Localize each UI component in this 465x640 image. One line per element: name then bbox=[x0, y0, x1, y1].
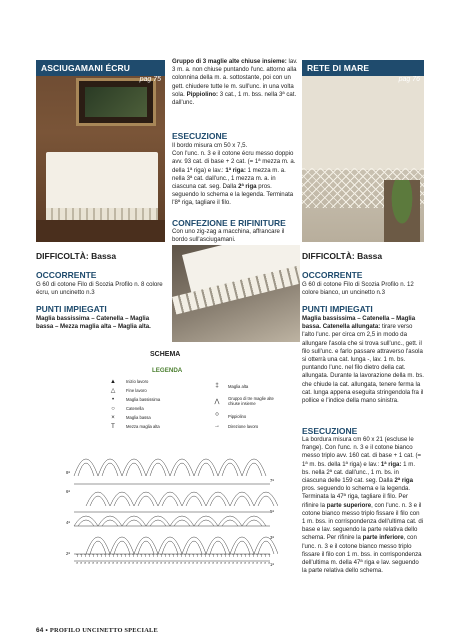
right-esec-p2e: pros. seguendo lo schema e la legenda. Terminata la 47ª riga, tagliare il filo. Per rifinire la bbox=[302, 485, 411, 509]
stitch-mark: × bbox=[256, 560, 259, 565]
stitch-mark: T bbox=[128, 553, 131, 558]
stitch-mark: × bbox=[212, 560, 215, 565]
stitch-mark: × bbox=[228, 560, 231, 565]
stitch-mark: T bbox=[268, 553, 271, 558]
legend-item bbox=[108, 413, 188, 422]
right-esec-bottom: parte inferiore bbox=[362, 534, 404, 542]
stitch-mark: T bbox=[160, 553, 163, 558]
stitch-mark: × bbox=[236, 560, 239, 565]
right-esec-p2i: , con l'unc. n. 3 e il cotone bianco messo triplo fissare il filo con 1 m. bss. in corrispondenza dell'ultima m. della 47ª riga e lav. seguendo la parte relativa dello schema. bbox=[302, 534, 422, 575]
stitch-mark: T bbox=[92, 553, 95, 558]
stitch-mark: × bbox=[92, 560, 95, 565]
stitch-mark: × bbox=[144, 560, 147, 565]
left-punti-text: Maglia bassissima – Catenella – Maglia bassa – Mezza maglia alta – Maglia alta. bbox=[36, 315, 151, 331]
legend-label: Catenella bbox=[126, 406, 144, 411]
stitch-mark: × bbox=[188, 560, 191, 565]
chain-arches bbox=[74, 459, 278, 554]
catenella-bold: Catenella allungata: bbox=[322, 323, 381, 331]
stitch-mark: × bbox=[84, 560, 87, 565]
chain-arch bbox=[182, 537, 206, 554]
page-footer bbox=[36, 627, 158, 634]
row-label-3: 3ª bbox=[270, 535, 274, 540]
chain-arch-inner bbox=[174, 520, 190, 526]
legend-item bbox=[108, 404, 188, 413]
stitch-mark: T bbox=[84, 553, 87, 558]
stitch-mark: T bbox=[224, 553, 227, 558]
chain-arch bbox=[206, 492, 230, 506]
chart-grid bbox=[74, 484, 270, 561]
stitch-mark: T bbox=[132, 553, 135, 558]
stitch-mark: × bbox=[108, 560, 111, 565]
stitch-mark: T bbox=[80, 553, 83, 558]
chain-arch-inner bbox=[222, 520, 238, 526]
stitch-mark: × bbox=[216, 560, 219, 565]
chain-arch bbox=[218, 459, 242, 476]
left-punti-title: PUNTI IMPIEGATI bbox=[36, 304, 107, 314]
stitch-mark: T bbox=[260, 553, 263, 558]
left-title-band bbox=[36, 60, 165, 83]
legend-item bbox=[212, 391, 292, 411]
chain-arch-inner bbox=[198, 520, 214, 526]
row-label-7: 7ª bbox=[270, 478, 274, 483]
legend-item bbox=[212, 421, 292, 431]
stitch-mark: T bbox=[204, 553, 207, 558]
stitch-mark: × bbox=[160, 560, 163, 565]
slip-stitch-icon: • bbox=[111, 396, 115, 403]
stitch-mark: T bbox=[100, 553, 103, 558]
row-label-1: 1ª bbox=[270, 562, 274, 567]
chain-arch bbox=[86, 537, 110, 554]
stitch-mark: × bbox=[104, 560, 107, 565]
right-esec-p2c: 1 m. bs. nella 2ª cat. dall'unc., 1 m. bs. in ciascuna delle 159 cat. seg. Dalla bbox=[302, 460, 416, 485]
group-text: lav. 3 m. a. non chiuse puntando l'unc. attorno alla colonnina della m. a. sottostante, poi con un gett. chiudere tutte le m. sull'unc. in una volta sola. bbox=[172, 58, 298, 98]
start-icon: ▲ bbox=[110, 378, 116, 385]
right-esec-top: parte superiore bbox=[326, 501, 372, 509]
middle-conf-text: Con uno zig-zag a macchina, affrancare il bordo sull'asciugamani. bbox=[172, 228, 285, 244]
stitch-mark: T bbox=[120, 553, 123, 558]
right-occorrente-text: G 60 di cotone Filo di Scozia Profilo n. 12 colore bianco, un uncinetto n.3 bbox=[302, 281, 414, 297]
chain-arch bbox=[206, 537, 230, 554]
stitch-mark: T bbox=[248, 553, 251, 558]
stitch-mark: T bbox=[148, 553, 151, 558]
stitch-mark: T bbox=[252, 553, 255, 558]
stitch-mark: T bbox=[136, 553, 139, 558]
chain-arch-inner bbox=[150, 520, 166, 526]
pippiolino-text: 3 cat., 1 m. bss. nella 3ª cat. dall'unc. bbox=[172, 90, 297, 107]
stitch-mark: T bbox=[96, 553, 99, 558]
chain-arch-inner bbox=[150, 463, 166, 476]
chain-arch bbox=[158, 537, 182, 554]
stitch-mark: T bbox=[104, 553, 107, 558]
chain-arch-inner bbox=[234, 496, 250, 506]
legend-right-list bbox=[212, 381, 292, 431]
left-difficulty: DIFFICOLTÀ: Bassa bbox=[36, 251, 117, 261]
stitch-mark: × bbox=[244, 560, 247, 565]
stitch-mark: T bbox=[164, 553, 167, 558]
stitch-mark: × bbox=[268, 560, 271, 565]
stitch-mark: T bbox=[208, 553, 211, 558]
stitch-mark: T bbox=[192, 553, 195, 558]
stitch-mark: × bbox=[240, 560, 243, 565]
legend-left-list bbox=[108, 377, 188, 431]
esec-p2: Con l'unc. n. 3 e il cotone écru messo doppio avv. 93 cat. di base + 2 cat. (= 1ª mezza m. a. della 1ª riga) e lav.: bbox=[172, 150, 296, 174]
chain-arch bbox=[98, 459, 122, 476]
stitch-mark: T bbox=[144, 553, 147, 558]
middle-esec-title: ESECUZIONE bbox=[172, 131, 228, 141]
stitch-mark: T bbox=[216, 553, 219, 558]
chain-arch bbox=[254, 492, 278, 506]
stitch-mark: × bbox=[168, 560, 171, 565]
chain-icon: ○ bbox=[111, 405, 115, 412]
stitch-mark: × bbox=[260, 560, 263, 565]
esec-row2: 2ª riga bbox=[238, 183, 257, 191]
chain-arch-inner bbox=[114, 496, 130, 506]
legend-item bbox=[108, 386, 188, 395]
right-punti-stitches: Maglia bassissima – Catenella – Maglia bassa. bbox=[302, 315, 416, 331]
legend-label: Maglia alta bbox=[228, 383, 249, 389]
esec-p1: Il bordo misura cm 50 x 7,5. bbox=[172, 142, 248, 149]
stitch-mark: × bbox=[76, 560, 79, 565]
chain-arch bbox=[146, 459, 170, 476]
esec-row1: 1ª riga: bbox=[225, 166, 246, 174]
right-title: RETE DI MARE bbox=[302, 60, 424, 76]
row-label-6: 6ª bbox=[66, 489, 70, 494]
row-label-5: 5ª bbox=[270, 509, 274, 514]
stitch-mark: T bbox=[112, 553, 115, 558]
stitch-mark: × bbox=[88, 560, 91, 565]
stitch-mark: × bbox=[172, 560, 175, 565]
right-page-ref: pag 76 bbox=[398, 76, 420, 83]
stitch-mark: × bbox=[180, 560, 183, 565]
chain-arch-inner bbox=[102, 520, 118, 526]
stitch-mark: × bbox=[128, 560, 131, 565]
lace-detail-photo bbox=[172, 245, 300, 342]
chain-arch bbox=[122, 516, 146, 526]
legend-label: Pippiolino bbox=[228, 413, 247, 419]
chain-arch bbox=[230, 492, 254, 506]
cluster-icon: ⋀ bbox=[214, 398, 220, 405]
middle-intro bbox=[172, 58, 300, 107]
chain-arch-inner bbox=[210, 496, 226, 506]
legend-item bbox=[108, 395, 188, 404]
legend-item bbox=[212, 381, 292, 391]
legend-label: Fine lavoro bbox=[126, 388, 147, 393]
stitch-mark: × bbox=[100, 560, 103, 565]
stitch-mark: × bbox=[208, 560, 211, 565]
chain-arch bbox=[242, 459, 266, 476]
stitch-mark: × bbox=[152, 560, 155, 565]
chain-arch bbox=[242, 516, 266, 526]
stitch-mark: × bbox=[80, 560, 83, 565]
stitch-mark: × bbox=[96, 560, 99, 565]
right-title-band bbox=[302, 60, 424, 83]
stitch-mark: T bbox=[108, 553, 111, 558]
chain-arch bbox=[170, 459, 194, 476]
legend-item bbox=[108, 422, 188, 431]
stitch-mark: × bbox=[264, 560, 267, 565]
stitch-mark: × bbox=[132, 560, 135, 565]
stitch-mark: × bbox=[252, 560, 255, 565]
chain-arch-inner bbox=[162, 496, 178, 506]
chain-arch bbox=[254, 537, 278, 554]
right-punti-title: PUNTI IMPIEGATI bbox=[302, 304, 373, 314]
row-label-2: 2ª bbox=[66, 551, 70, 556]
right-difficulty: DIFFICOLTÀ: Bassa bbox=[302, 251, 383, 261]
chain-arch-inner bbox=[222, 463, 238, 476]
middle-esec-text bbox=[172, 142, 300, 208]
stitch-mark: T bbox=[220, 553, 223, 558]
chain-arch bbox=[98, 516, 122, 526]
left-occorrente-text: G 60 di cotone Filo di Scozia Profilo n. 8 colore écru, un uncinetto n.3 bbox=[36, 281, 163, 297]
right-punti-text bbox=[302, 315, 424, 405]
page-number: 64 bbox=[36, 627, 44, 634]
left-page-ref: pag 75 bbox=[139, 76, 161, 83]
stitch-marks bbox=[76, 553, 271, 565]
chain-arch bbox=[194, 516, 218, 526]
chain-arch-inner bbox=[78, 520, 94, 526]
stitch-mark: × bbox=[136, 560, 139, 565]
crochet-chart bbox=[66, 446, 278, 566]
chain-arch-inner bbox=[126, 520, 142, 526]
picot-icon: ᴼ bbox=[215, 413, 219, 419]
stitch-mark: T bbox=[228, 553, 231, 558]
chain-arch-inner bbox=[78, 463, 94, 476]
chain-arch-inner bbox=[102, 463, 118, 476]
stitch-mark: T bbox=[176, 553, 179, 558]
towel-photo bbox=[36, 60, 165, 242]
chain-arch bbox=[122, 459, 146, 476]
stitch-mark: × bbox=[120, 560, 123, 565]
chain-arch bbox=[170, 516, 194, 526]
stitch-mark: × bbox=[116, 560, 119, 565]
double-crochet-icon: ‡ bbox=[215, 383, 219, 389]
left-occorrente-title: OCCORRENTE bbox=[36, 270, 97, 280]
chain-arch-inner bbox=[246, 463, 262, 476]
right-occorrente-title: OCCORRENTE bbox=[302, 270, 363, 280]
stitch-mark: T bbox=[184, 553, 187, 558]
stitch-mark: T bbox=[212, 553, 215, 558]
stitch-mark: × bbox=[184, 560, 187, 565]
chain-arch bbox=[182, 492, 206, 506]
legend-label: Mezza maglia alta bbox=[126, 424, 160, 429]
stitch-mark: T bbox=[196, 553, 199, 558]
right-esec-title: ESECUZIONE bbox=[302, 426, 358, 436]
catenella-text: tirare verso l'alto l'unc. per circa cm 2,5 in modo da allungare l'asola che si trova sull'unc., gett. il filo sull'unc. e farlo passare attraverso l'asola si otterrà una cat. lunga -, lav. 1 m. bs. puntando l'unc. nel filo dietro della cat. allungata. Durante la lavorazione della m. bs. che chiude la cat. allungata, tenere ferma la cat. lunga appena eseguita stringendola fra il pollice e l'indice della mano sinistra. bbox=[302, 323, 424, 405]
row-label-4: 4ª bbox=[66, 520, 70, 525]
group-bold: Gruppo di 3 maglie alte chiuse insieme: bbox=[172, 58, 287, 65]
right-esec-text bbox=[302, 436, 424, 575]
pippiolino-bold: Pippiolino: bbox=[186, 90, 219, 98]
plant-image bbox=[384, 180, 420, 242]
stitch-mark: × bbox=[204, 560, 207, 565]
framed-picture bbox=[76, 78, 156, 126]
chain-arch bbox=[110, 492, 134, 506]
stitch-mark: × bbox=[200, 560, 203, 565]
stitch-mark: T bbox=[152, 553, 155, 558]
stitch-mark: T bbox=[264, 553, 267, 558]
direction-arrow-icon: → bbox=[214, 423, 220, 429]
chain-arch-inner bbox=[174, 463, 190, 476]
stitch-mark: T bbox=[156, 553, 159, 558]
stitch-mark: T bbox=[200, 553, 203, 558]
legend-label: Maglia bassa bbox=[126, 415, 151, 420]
stitch-mark: × bbox=[176, 560, 179, 565]
chain-arch-inner bbox=[186, 496, 202, 506]
stitch-mark: × bbox=[220, 560, 223, 565]
single-crochet-icon: × bbox=[111, 414, 115, 421]
stitch-mark: × bbox=[124, 560, 127, 565]
legend-label: Maglia bassissima bbox=[126, 397, 161, 402]
legend-item bbox=[108, 377, 188, 386]
curtain-photo bbox=[302, 60, 424, 242]
chain-arch bbox=[134, 537, 158, 554]
stitch-mark: × bbox=[156, 560, 159, 565]
stitch-mark: × bbox=[196, 560, 199, 565]
right-esec-p1: La bordura misura cm 60 x 21 (escluse le frange). bbox=[302, 436, 414, 452]
end-icon: △ bbox=[110, 388, 116, 394]
chain-arch bbox=[86, 492, 110, 506]
chain-arch bbox=[74, 516, 98, 526]
chain-arch-inner bbox=[138, 496, 154, 506]
stitch-mark: × bbox=[224, 560, 227, 565]
chain-arch bbox=[194, 459, 218, 476]
stitch-mark: T bbox=[240, 553, 243, 558]
stitch-mark: T bbox=[116, 553, 119, 558]
chain-arch-inner bbox=[90, 496, 106, 506]
legend-label: Gruppo di tre maglie alte chiuse insieme bbox=[228, 396, 274, 406]
stitch-mark: T bbox=[188, 553, 191, 558]
stitch-mark: T bbox=[180, 553, 183, 558]
half-double-icon: T bbox=[111, 423, 115, 430]
stitch-mark: × bbox=[148, 560, 151, 565]
row-label-8: 8ª bbox=[66, 470, 70, 475]
stitch-mark: T bbox=[232, 553, 235, 558]
left-title: ASCIUGAMANI ÉCRU bbox=[36, 60, 165, 76]
esec-p2c: 1 mezza m. a. nella 3ª cat. dall'unc., 1 mezza m. a. in ciascuna cat. seg. Dalla bbox=[172, 166, 286, 191]
chain-arch bbox=[134, 492, 158, 506]
legend-label: Inizio lavoro bbox=[126, 379, 149, 384]
stitch-mark: × bbox=[232, 560, 235, 565]
stitch-mark: T bbox=[244, 553, 247, 558]
chain-arch bbox=[158, 492, 182, 506]
chain-arch bbox=[218, 516, 242, 526]
legend-item bbox=[212, 411, 292, 421]
stitch-mark: × bbox=[112, 560, 115, 565]
stitch-mark: T bbox=[256, 553, 259, 558]
legend-title: LEGENDA bbox=[152, 367, 183, 374]
stitch-mark: × bbox=[192, 560, 195, 565]
stitch-mark: T bbox=[76, 553, 79, 558]
chain-arch bbox=[110, 537, 134, 554]
stitch-mark: T bbox=[168, 553, 171, 558]
chain-arch-inner bbox=[258, 496, 274, 506]
schema-title: SCHEMA bbox=[150, 351, 181, 358]
esec-p2e: pros. seguendo lo schema e la legenda. Terminata l'8ª riga, tagliare il filo. bbox=[172, 183, 294, 207]
stitch-mark: × bbox=[248, 560, 251, 565]
chain-arch bbox=[74, 459, 98, 476]
stitch-mark: × bbox=[164, 560, 167, 565]
right-esec-row2: 2ª riga bbox=[394, 477, 414, 485]
stitch-mark: T bbox=[140, 553, 143, 558]
right-esec-p2a: Con l'unc. n. 3 e il cotone bianco messo triplo avv. 160 cat. di base + 1 cat. (= 1ª m. bs. della 1ª riga) e lav.: bbox=[302, 444, 422, 468]
stitch-mark: T bbox=[172, 553, 175, 558]
middle-conf-title: CONFEZIONE E RIFINITURE bbox=[172, 218, 286, 228]
footer-separator: • bbox=[45, 627, 50, 634]
stitch-mark: T bbox=[236, 553, 239, 558]
chain-arch-inner bbox=[126, 463, 142, 476]
chain-arch bbox=[230, 537, 254, 554]
legend-label: Direzione lavoro bbox=[228, 423, 259, 429]
stitch-mark: T bbox=[88, 553, 91, 558]
stitch-mark: T bbox=[124, 553, 127, 558]
right-esec-p2g: , con l'unc. n. 3 e il cotone bianco messo triplo fissare il filo con 1 m. bss. in corrispondenza dell'ultima cat. di base e lav. seguendo la parte relativa dello schema. Per rifinire la bbox=[302, 501, 424, 542]
chain-arch-inner bbox=[198, 463, 214, 476]
stitch-mark: × bbox=[140, 560, 143, 565]
right-esec-row1: 1ª riga: bbox=[380, 460, 402, 468]
chain-arch bbox=[146, 516, 170, 526]
chain-arch-inner bbox=[246, 520, 262, 526]
footer-label: PROFILO UNCINETTO SPECIALE bbox=[49, 627, 158, 634]
shelf-image bbox=[36, 220, 165, 242]
